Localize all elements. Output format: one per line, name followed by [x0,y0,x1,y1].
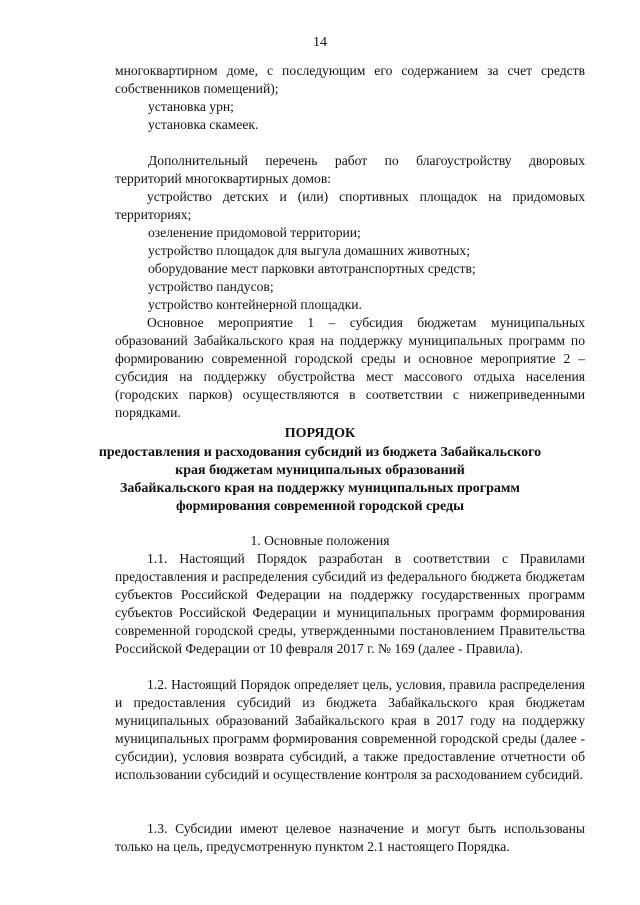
section-title: 1. Основные положения [250,533,390,548]
page-number: 14 [313,35,327,50]
intro-line-2: собственников помещений); [115,81,279,96]
additional-item-parking: оборудование мест парковки автотранспортных средств; [148,261,476,276]
order-title: ПОРЯДОК [284,426,356,441]
order-subtitle-line-1: предоставления и расходования субсидий из бюджета Забайкальского [98,445,542,460]
additional-title-line-2: территорий многоквартирных домов: [115,171,332,186]
intro-line-1: многоквартирном доме, с последующим его содержанием за счет средств [115,63,585,78]
additional-title-line-1: Дополнительный перечень работ по благоустройству дворовых [148,153,585,168]
paragraph-1-2: 1.2. Настоящий Порядок определяет цель, условия, правила распределения и предоставления субсидий из бюджета Забайкальского края бюджетам муниципальных образований Забайкальского края в 2017 году на поддержку муниципальных программ формирования современной городской среды (далее - субсидии), условия возврата субсидий, а также предоставление отчетности об использовании субсидий и осуществление контроля за расходованием субсидий. [115,677,585,782]
additional-item-pets: устройство площадок для выгула домашних животных; [148,243,471,258]
order-subtitle-line-4: формирования современной городской среды [175,499,465,514]
order-subtitle-line-2: края бюджетам муниципальных образований [175,463,465,478]
order-subtitle-line-3: Забайкальского края на поддержку муниципальных программ [120,481,520,496]
list-item-urns: установка урн; [148,99,234,114]
additional-item-playgrounds: устройство детских и (или) спортивных площадок на придомовых территориях; [115,189,585,222]
additional-item-greening: озеленение придомовой территории; [148,225,361,240]
additional-item-ramps: устройство пандусов; [148,279,274,294]
additional-item-containers: устройство контейнерной площадки. [148,297,362,312]
main-paragraph: Основное мероприятие 1 – субсидия бюджетам муниципальных образований Забайкальского края на поддержку муниципальных программ по формированию современной городской среды и основное мероприятие 2 – субсидия на поддержку обустройства мест массового отдыха населения (городских парков) осуществляются в соответствии с нижеприведенными порядками. [115,315,585,420]
paragraph-1-3: 1.3. Субсидии имеют целевое назначение и могут быть использованы только на цель, предусмотренную пунктом 2.1 настоящего Порядка. [115,821,585,854]
list-item-benches: установка скамеек. [148,117,259,132]
paragraph-1-1: 1.1. Настоящий Порядок разработан в соответствии с Правилами предоставления и распределения субсидий из федерального бюджета бюджетам субъектов Российской Федерации на поддержку государственных программ субъектов Российской Федерации и муниципальных программ формирования современной городской среды, утвержденными постановлением Правительства Российской Федерации от 10 февраля 2017 г. № 169 (далее - Правила). [115,551,585,656]
